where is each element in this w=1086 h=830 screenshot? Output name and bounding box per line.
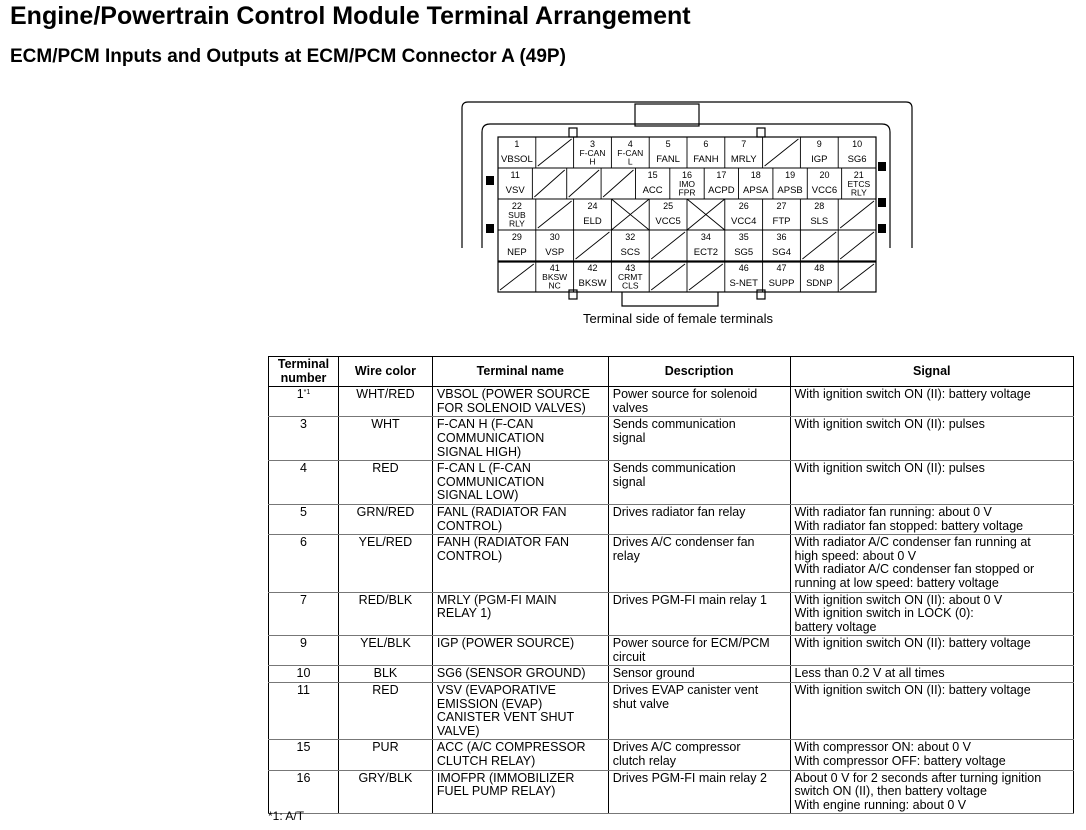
table-row — [269, 461, 1074, 505]
pin-number: 30 — [549, 232, 560, 242]
pin-label: SCS — [620, 247, 641, 258]
signal-line: With ignition switch ON (II): battery voltage — [794, 636, 1031, 651]
pin-label: CRMT — [618, 272, 643, 282]
cell-terminal-name — [432, 417, 608, 461]
cell-terminal-number — [269, 592, 339, 636]
pin-label: ECT2 — [693, 247, 719, 258]
cell-terminal-number — [269, 666, 339, 683]
cell-terminal-number — [269, 636, 339, 666]
cell-wire-color: RED — [338, 683, 432, 740]
cell-wire-color: RED — [338, 461, 432, 505]
cell-wire-color: YEL/BLK — [338, 636, 432, 666]
signal-line: With ignition switch ON (II): pulses — [794, 417, 985, 432]
terminal-number-value: 15 — [296, 740, 311, 755]
cell-terminal-number — [269, 504, 339, 534]
terminal-footnote-mark: *1 — [303, 389, 311, 397]
cell-signal — [790, 636, 1074, 666]
terminal-name-line: CANISTER VENT SHUT — [436, 710, 575, 725]
cell-description — [608, 636, 790, 666]
pin-number: 36 — [776, 232, 787, 242]
pin-number: 32 — [625, 232, 636, 242]
table-header-row — [269, 357, 1074, 387]
pin-number: 29 — [511, 232, 522, 242]
pin-label: VCC4 — [731, 216, 757, 227]
pin-number: 6 — [703, 139, 709, 149]
cell-signal — [790, 770, 1074, 814]
table-row — [269, 770, 1074, 814]
terminal-number-value: 11 — [296, 683, 310, 698]
pin-label: SLS — [810, 216, 829, 227]
signal-line: With ignition switch ON (II): about 0 V — [794, 592, 1003, 607]
header-description: Description — [608, 357, 790, 387]
description-line: Drives EVAP canister vent — [612, 683, 759, 698]
pin-label: VSP — [545, 247, 565, 258]
empty-pin-slash — [651, 232, 685, 259]
pin-label: VCC5 — [655, 216, 681, 227]
empty-pin-slash — [840, 201, 874, 228]
terminal-name-line: SIGNAL HIGH) — [436, 444, 522, 459]
table-row — [269, 504, 1074, 534]
description-line: Drives PGM-FI main relay 2 — [612, 770, 767, 785]
pin-number: 17 — [716, 170, 727, 180]
pin-label: BKSW — [542, 272, 568, 282]
pin-number: 48 — [814, 263, 825, 273]
terminal-name-line: CONTROL) — [436, 548, 503, 563]
cell-description — [608, 740, 790, 770]
cell-terminal-number — [269, 770, 339, 814]
table-row — [269, 535, 1074, 592]
cell-terminal-number — [269, 683, 339, 740]
cell-terminal-name — [432, 592, 608, 636]
pin-number: 46 — [738, 263, 749, 273]
pin-number: 11 — [510, 170, 520, 180]
pin-label: VSV — [505, 185, 525, 196]
cell-signal — [790, 683, 1074, 740]
cell-signal — [790, 592, 1074, 636]
pin-number: 19 — [785, 170, 796, 180]
pin-label: FANH — [693, 154, 719, 165]
pin-label: IMO — [678, 179, 696, 189]
pin-number: 7 — [741, 139, 747, 149]
pin-number: 35 — [738, 232, 749, 242]
pin-label: SUPP — [768, 278, 795, 289]
header-terminal-number-line2: number — [280, 370, 327, 385]
terminal-name-line: CONTROL) — [436, 518, 503, 533]
description-line: relay — [612, 548, 640, 563]
pin-label: RLY — [850, 187, 867, 198]
signal-line: high speed: about 0 V — [794, 548, 917, 563]
description-line: clutch relay — [612, 754, 676, 769]
pin-number: 1 — [514, 139, 520, 149]
pin-number: 4 — [627, 139, 633, 149]
pin-number: 28 — [814, 201, 825, 211]
description-line: signal — [612, 474, 646, 489]
cell-description — [608, 592, 790, 636]
terminal-name-line: ACC (A/C COMPRESSOR — [436, 740, 586, 755]
cell-signal — [790, 740, 1074, 770]
signal-line: battery voltage — [794, 619, 877, 634]
cell-description — [608, 387, 790, 417]
header-terminal-number — [269, 357, 339, 387]
pin-number: 42 — [587, 263, 598, 273]
empty-pin-slash — [765, 139, 799, 166]
cell-terminal-name — [432, 387, 608, 417]
terminal-name-line: FANL (RADIATOR FAN — [436, 504, 567, 519]
description-line: Sensor ground — [612, 666, 695, 681]
signal-line: With ignition switch ON (II): pulses — [794, 461, 985, 476]
pin-label: ELD — [583, 216, 602, 227]
description-line: Drives PGM-FI main relay 1 — [612, 592, 767, 607]
description-line: shut valve — [612, 696, 670, 711]
cell-terminal-name — [432, 535, 608, 592]
description-line: Drives radiator fan relay — [612, 504, 746, 519]
cell-wire-color: WHT — [338, 417, 432, 461]
pin-label: SDNP — [806, 278, 833, 289]
cell-signal — [790, 504, 1074, 534]
terminal-number-value: 16 — [296, 770, 311, 785]
pin-number: 25 — [663, 201, 674, 211]
empty-pin-slash — [802, 232, 836, 259]
empty-pin-slash — [603, 170, 633, 197]
description-line: Drives A/C condenser fan — [612, 535, 755, 550]
terminal-name-line: SIGNAL LOW) — [436, 488, 519, 503]
pin-number: 9 — [816, 139, 822, 149]
terminal-name-line: CLUTCH RELAY) — [436, 754, 536, 769]
terminal-number-value: 1 — [296, 387, 304, 402]
pin-label: ACC — [642, 185, 663, 196]
pin-label: CLS — [622, 280, 639, 291]
terminal-name-line: COMMUNICATION — [436, 430, 545, 445]
pin-label: VBSOL — [501, 154, 533, 165]
header-wire-color: Wire color — [338, 357, 432, 387]
connector-diagram — [460, 100, 920, 315]
signal-line: About 0 V for 2 seconds after turning ignition — [794, 770, 1042, 785]
pin-label: SG5 — [734, 247, 754, 258]
pin-number: 18 — [750, 170, 761, 180]
signal-line: With radiator fan stopped: battery voltage — [794, 518, 1024, 533]
connector-caption: Terminal side of female terminals — [583, 311, 774, 326]
cell-signal — [790, 387, 1074, 417]
signal-line: switch ON (II), then battery voltage — [794, 784, 987, 799]
cell-wire-color: BLK — [338, 666, 432, 683]
empty-pin-slash — [500, 264, 534, 290]
terminal-number-value: 6 — [300, 535, 307, 550]
terminal-name-line: VBSOL (POWER SOURCE — [436, 387, 590, 402]
cell-wire-color: YEL/RED — [338, 535, 432, 592]
cell-wire-color: PUR — [338, 740, 432, 770]
empty-pin-slash — [840, 264, 874, 290]
table-row — [269, 666, 1074, 683]
terminal-number-value: 9 — [300, 636, 307, 651]
pin-number: 15 — [647, 170, 658, 180]
cell-wire-color: GRY/BLK — [338, 770, 432, 814]
pin-number: 16 — [681, 170, 693, 180]
cell-signal — [790, 535, 1074, 592]
cell-description — [608, 535, 790, 592]
cell-terminal-name — [432, 504, 608, 534]
terminal-name-line: FANH (RADIATOR FAN — [436, 535, 570, 550]
table-row — [269, 417, 1074, 461]
cell-terminal-number — [269, 740, 339, 770]
terminal-name-line: MRLY (PGM-FI MAIN — [436, 592, 557, 607]
cell-signal — [790, 461, 1074, 505]
cell-terminal-number — [269, 417, 339, 461]
description-line: circuit — [612, 649, 646, 664]
pin-label: IGP — [811, 154, 828, 165]
table-row — [269, 683, 1074, 740]
header-terminal-number-line1: Terminal — [277, 357, 330, 371]
cell-signal — [790, 417, 1074, 461]
connector-svg — [460, 100, 920, 310]
table-row — [269, 387, 1074, 417]
header-terminal-name: Terminal name — [432, 357, 608, 387]
terminal-name-line: IGP (POWER SOURCE) — [436, 636, 575, 651]
cell-wire-color: GRN/RED — [338, 504, 432, 534]
pin-label: FPR — [678, 187, 696, 198]
terminal-number-value: 5 — [300, 504, 307, 519]
empty-pin-slash — [840, 232, 874, 259]
terminal-number-value: 4 — [300, 461, 307, 476]
terminal-name-line: FOR SOLENOID VALVES) — [436, 400, 586, 415]
description-line: signal — [612, 430, 646, 445]
cell-terminal-number — [269, 387, 339, 417]
pin-number: 20 — [819, 170, 830, 180]
signal-line: With compressor OFF: battery voltage — [794, 754, 1006, 769]
pin-number: 10 — [852, 139, 863, 149]
page-title: Engine/Powertrain Control Module Terminal Arrangement — [10, 2, 691, 30]
signal-line: With radiator A/C condenser fan running at — [794, 535, 1031, 550]
cell-wire-color: WHT/RED — [338, 387, 432, 417]
pin-number: 24 — [587, 201, 598, 211]
pin-number: 41 — [549, 263, 560, 273]
pin-label: APSB — [777, 185, 803, 196]
description-line: Drives A/C compressor — [612, 740, 741, 755]
cell-terminal-name — [432, 666, 608, 683]
empty-pin-slash — [569, 170, 599, 197]
cell-terminal-name — [432, 461, 608, 505]
table-row — [269, 636, 1074, 666]
pin-label: BKSW — [578, 278, 607, 289]
cell-terminal-number — [269, 535, 339, 592]
pin-label: ETCS — [847, 179, 871, 189]
pin-label: L — [627, 156, 633, 167]
pin-label: VCC6 — [811, 185, 838, 196]
empty-pin-slash — [576, 232, 610, 259]
terminal-name-line: RELAY 1) — [436, 606, 492, 621]
pin-label: NEP — [507, 247, 527, 258]
signal-line: With ignition switch ON (II): battery voltage — [794, 387, 1031, 402]
pin-number: 43 — [625, 263, 636, 273]
terminal-number-value: 3 — [300, 417, 307, 432]
empty-pin-slash — [534, 170, 564, 197]
table-row — [269, 740, 1074, 770]
signal-line: With radiator A/C condenser fan stopped or — [794, 562, 1035, 577]
pin-label: SG6 — [847, 154, 867, 165]
signal-line: With ignition switch in LOCK (0): — [794, 606, 974, 621]
terminal-name-line: IMOFPR (IMMOBILIZER — [436, 770, 575, 785]
cell-description — [608, 504, 790, 534]
table-row — [269, 592, 1074, 636]
pin-number: 22 — [511, 201, 522, 211]
footnote: *1: A/T — [268, 809, 305, 823]
cell-wire-color: RED/BLK — [338, 592, 432, 636]
terminal-number-value: 10 — [296, 666, 311, 681]
empty-pin-slash — [538, 139, 572, 166]
cell-terminal-name — [432, 636, 608, 666]
terminal-name-line: F-CAN H (F-CAN — [436, 417, 534, 432]
cell-signal — [790, 666, 1074, 683]
cell-description — [608, 666, 790, 683]
pin-number: 5 — [665, 139, 671, 149]
header-signal: Signal — [790, 357, 1074, 387]
signal-line: With ignition switch ON (II): battery voltage — [794, 683, 1031, 698]
description-line: Power source for solenoid — [612, 387, 758, 402]
description-line: valves — [612, 400, 649, 415]
terminal-number-value: 7 — [300, 592, 307, 607]
pin-number: 26 — [738, 201, 749, 211]
pin-label: MRLY — [730, 154, 757, 165]
signal-line: running at low speed: battery voltage — [794, 575, 999, 590]
pin-label: NC — [548, 280, 561, 291]
empty-pin-slash — [689, 264, 723, 290]
pin-number: 3 — [589, 139, 596, 149]
pin-label: SUB — [508, 210, 526, 220]
pin-label: H — [589, 156, 596, 167]
empty-pin-slash — [538, 201, 572, 228]
terminal-name-line: EMISSION (EVAP) — [436, 696, 543, 711]
terminal-name-line: FUEL PUMP RELAY) — [436, 784, 556, 799]
terminal-table — [268, 356, 1074, 814]
cell-description — [608, 461, 790, 505]
description-line: Power source for ECM/PCM — [612, 636, 770, 651]
terminal-name-line: VALVE) — [436, 723, 480, 738]
terminal-name-line: SG6 (SENSOR GROUND) — [436, 666, 586, 681]
pin-label: F-CAN — [579, 148, 606, 158]
cell-terminal-number — [269, 461, 339, 505]
cell-terminal-name — [432, 683, 608, 740]
pin-number: 27 — [776, 201, 787, 211]
cell-terminal-name — [432, 740, 608, 770]
pin-label: APSA — [743, 185, 769, 196]
pin-label: S-NET — [729, 278, 758, 289]
pin-label: RLY — [508, 218, 525, 229]
signal-line: With engine running: about 0 V — [794, 797, 967, 812]
pin-number: 21 — [853, 170, 864, 180]
cell-description — [608, 683, 790, 740]
signal-line: With radiator fan running: about 0 V — [794, 504, 992, 519]
description-line: Sends communication — [612, 417, 736, 432]
signal-line: With compressor ON: about 0 V — [794, 740, 971, 755]
pin-number: 47 — [776, 263, 787, 273]
pin-number: 34 — [700, 232, 711, 242]
signal-line: Less than 0.2 V at all times — [794, 666, 945, 681]
pin-label: F-CAN — [617, 148, 644, 158]
empty-pin-slash — [651, 264, 685, 290]
cell-terminal-name — [432, 770, 608, 814]
pin-label: FANL — [656, 154, 680, 165]
cell-description — [608, 770, 790, 814]
terminal-name-line: F-CAN L (F-CAN — [436, 461, 531, 476]
terminal-name-line: VSV (EVAPORATIVE — [436, 683, 556, 698]
pin-label: FTP — [772, 216, 791, 227]
pin-label: SG4 — [771, 247, 792, 258]
cell-description — [608, 417, 790, 461]
terminal-name-line: COMMUNICATION — [436, 474, 545, 489]
page-subtitle: ECM/PCM Inputs and Outputs at ECM/PCM Connector A (49P) — [10, 46, 566, 67]
description-line: Sends communication — [612, 461, 736, 476]
pin-label: ACPD — [708, 185, 735, 196]
